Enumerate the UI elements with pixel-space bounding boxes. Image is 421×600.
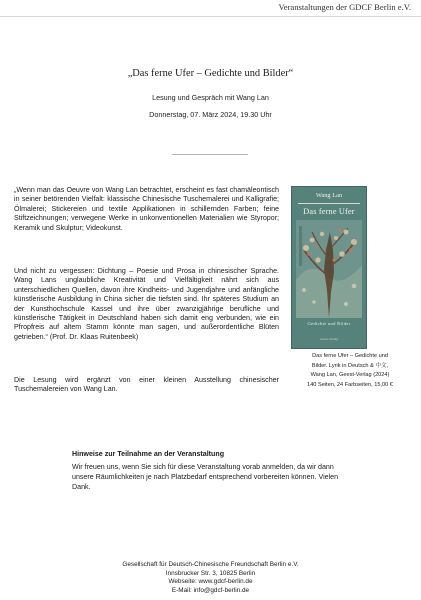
book-caption-line: Wang Lan, Geest-Verlag (2024) [310, 372, 390, 379]
book-cover-subtitle: Gedichte und Bilder [307, 321, 351, 326]
book-cover-image [291, 186, 367, 349]
header-rule [0, 16, 421, 17]
book-caption-line: Das ferne Ufer – Gedichte und [312, 353, 388, 359]
notice-heading: Hinweise zur Teilnahme an der Veranstaltung [72, 450, 225, 458]
event-title: „Das ferne Ufer – Gedichte und Bilder“ [127, 68, 294, 79]
event-subtitle: Lesung und Gespräch mit Wang Lan [152, 93, 269, 102]
footer-website-link[interactable]: Webseite: www.gdcf-berlin.de [168, 578, 253, 586]
book-caption-line: 140 Seiten, 24 Farbseiten, 15,00 € [307, 381, 393, 388]
book-cover-publisher: Geest-Verlag [320, 337, 338, 341]
footer-email-link[interactable]: E-Mail: info@gdcf-berlin.de [171, 586, 250, 594]
book-caption [286, 352, 414, 390]
book-cover-title: Das ferne Ufer [303, 207, 355, 216]
notice-text: Wir freuen uns, wenn Sie sich für diese Veranstaltung vorab anmelden, da wir dann unsere Räumlichkeiten je nach Platzbedarf entsprechend vorbereiten können. Vielen Dank. [72, 463, 339, 491]
footer-address: Innsbrucker Str. 3, 10825 Berlin [165, 569, 256, 577]
footer [0, 561, 421, 595]
body-paragraph: Die Lesung wird ergänzt von einer kleinen Ausstellung chinesischer Tuschemalereien von Wang Lan. [14, 376, 279, 394]
section-divider [172, 154, 248, 155]
header-organization: Veranstaltungen der GDCF Berlin e.V. [278, 2, 411, 12]
footer-organization: Gesellschaft für Deutsch-Chinesische Freundschaft Berlin e.V. [122, 561, 299, 568]
book-cover-author: Wang Lan [315, 192, 343, 199]
book-cover-artwork [296, 220, 362, 318]
event-datetime: Donnerstag, 07. März 2024, 19.30 Uhr [149, 110, 272, 119]
body-paragraph: Und nicht zu vergessen: Dichtung – Poesie und Prosa in chinesischer Sprache. Wang Lans unglaubliche Kreativität und Vielfältigkeit nährt sich aus unterschiedlichen Quellen, davon ihre Kindheits- und Jugendjahre und anfängliche künstlerische Ausbildung in China sicher die tiefsten sind. Ihr späteres Studium an der Kunsthochschule Kassel und ihre über zwanzigjährige berufliche und künstlerische Tätigkeit in Deutschland haben sich damit eng verbunden, wie ein Pfropfreis auf altem Stamm könnte man sagen, und außerordentliche Blüten getrieben.“ (Prof. Dr. Klaas Ruitenbeek) [14, 267, 279, 341]
book-caption-line: Bilder. Lyrik in Deutsch & 中文, [311, 362, 389, 369]
body-paragraph: „Wenn man das Oeuvre von Wang Lan betrachtet, erscheint es fast chamäleontisch in seiner betörenden Vielfalt: klassische Chinesische Tuschemalerei und Kalligrafie; Ölmalerei; Stickereien und textile Applikationen in schillernden Farben; feine Stiftzeichnungen; verwegene Werke in unkonventionellen Materialien wie Styropor; Keramik und Skulptur; Videokunst. [14, 186, 279, 232]
book-cover-rule [298, 203, 360, 204]
